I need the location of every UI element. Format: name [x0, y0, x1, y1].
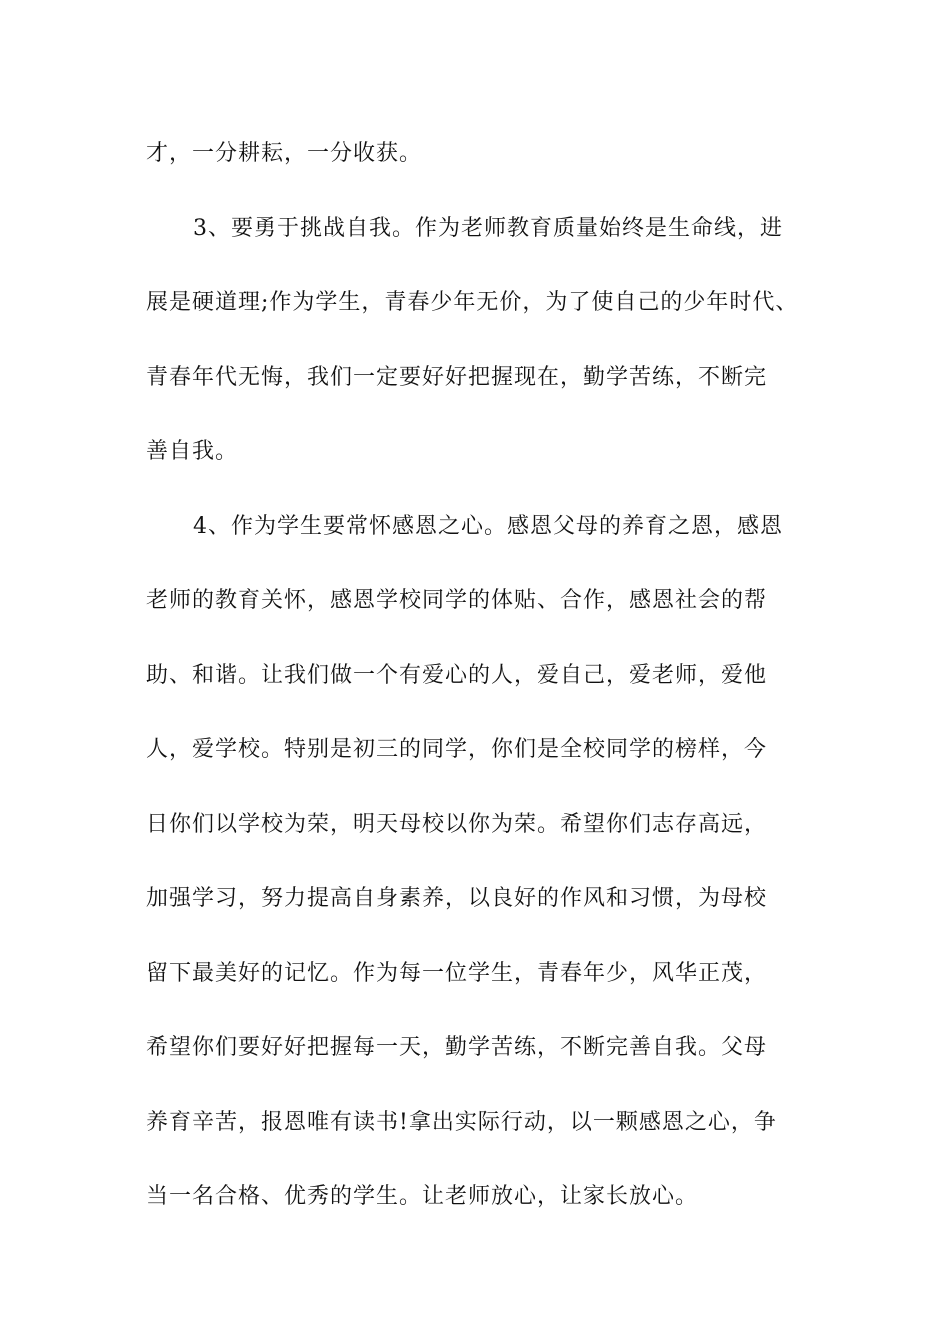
text-line: 才，一分耕耘，一分收获。	[146, 141, 423, 166]
text-line: 4、作为学生要常怀感恩之心。感恩父母的养育之恩，感恩	[193, 513, 783, 539]
text-line: 老师的教育关怀，感恩学校同学的体贴、合作，感恩社会的帮	[146, 588, 768, 613]
text-line: 日你们以学校为荣，明天母校以你为荣。希望你们志存高远，	[146, 811, 768, 837]
text-line: 善自我。	[146, 439, 239, 464]
body-text	[146, 132, 826, 1250]
text-line: 人，爱学校。特别是初三的同学，你们是全校同学的榜样，今	[146, 737, 768, 762]
text-line: 3、要勇于挑战自我。作为老师教育质量始终是生命线，进	[193, 215, 783, 241]
text-line: 助、和谐。让我们做一个有爱心的人，爱自己，爱老师，爱他	[146, 662, 768, 688]
text-line: 养育辛苦，报恩唯有读书!拿出实际行动，以一颗感恩之心，争	[146, 1109, 777, 1135]
text-line: 希望你们要好好把握每一天，勤学苦练，不断完善自我。父母	[146, 1035, 768, 1060]
text-line: 展是硬道理;作为学生，青春少年无价，为了使自己的少年时代、	[146, 290, 799, 315]
text-line: 加强学习，努力提高自身素养，以良好的作风和习惯，为母校	[146, 886, 768, 911]
text-line: 留下最美好的记忆。作为每一位学生，青春年少，风华正茂，	[146, 960, 768, 986]
text-line: 青春年代无悔，我们一定要好好把握现在，勤学苦练，不断完	[146, 364, 768, 390]
text-line: 当一名合格、优秀的学生。让老师放心，让家长放心。	[146, 1184, 699, 1209]
